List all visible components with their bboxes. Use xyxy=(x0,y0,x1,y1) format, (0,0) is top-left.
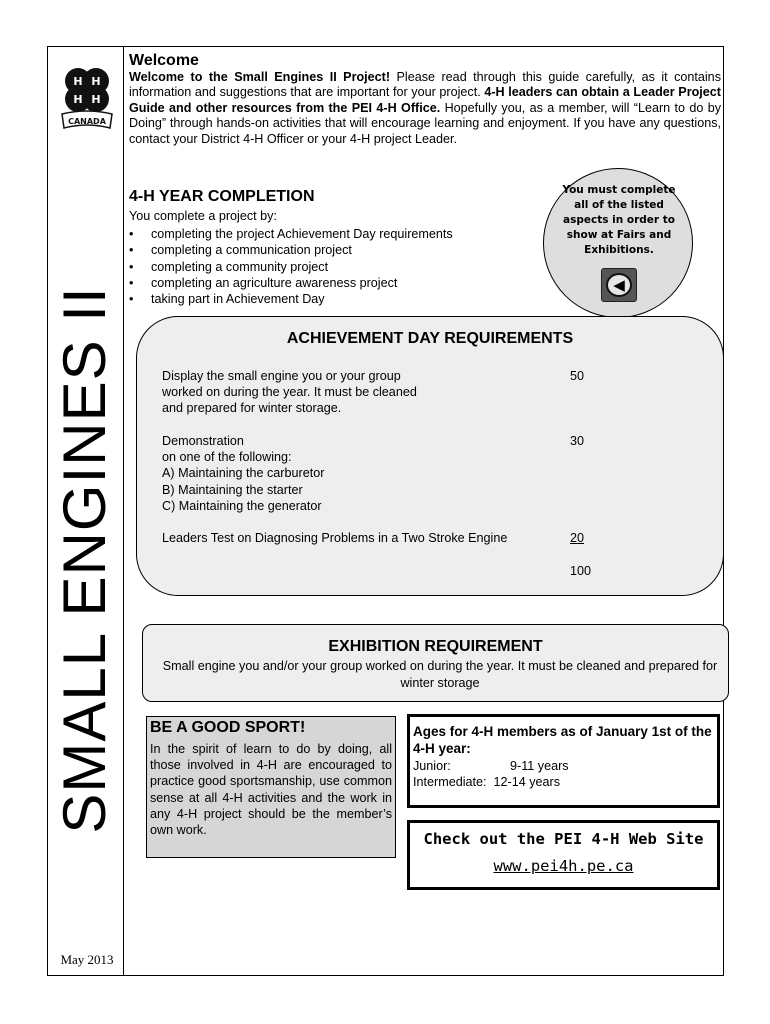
ages-intermediate-label: Intermediate: xyxy=(413,775,487,789)
completion-list xyxy=(129,226,453,307)
sport-text: In the spirit of learn to do by doing, all those involved in 4-H are encouraged to practice good sportsmanship, use common sense at all 4-H activities and the work in any 4-H project should be the member’s own work. xyxy=(150,742,392,838)
ages-intermediate-value: 12-14 years xyxy=(493,775,561,789)
date-footer: May 2013 xyxy=(60,952,114,967)
ages-heading: Ages for 4-H members as of January 1st of the 4-H year: xyxy=(413,724,712,756)
requirement-line: Leaders Test on Diagnosing Problems in a Two Stroke Engine xyxy=(162,531,508,545)
svg-text:H: H xyxy=(91,93,101,106)
requirement-demonstration xyxy=(162,433,324,514)
ages-junior-label: Junior: xyxy=(413,759,451,773)
requirement-line: A) Maintaining the carburetor xyxy=(162,466,325,481)
svg-text:CANADA: CANADA xyxy=(68,117,106,126)
requirement-line: B) Maintaining the starter xyxy=(162,482,303,497)
ages-intermediate-row xyxy=(413,774,560,790)
requirement-total: 100 xyxy=(570,564,592,578)
notice-text: You must complete all of the listed aspects in order to show at Fairs and Exhibitions. xyxy=(562,184,676,256)
website-link[interactable]: www.pei4h.pe.ca xyxy=(493,857,634,875)
svg-text:H: H xyxy=(73,75,83,88)
exhibition-text: Small engine you and/or your group worked on during the year. It must be cleaned and prepared for winter storage xyxy=(162,659,718,690)
list-item: • taking part in Achievement Day xyxy=(129,291,453,307)
welcome-lead: Welcome to the Small Engines II Project! xyxy=(129,70,391,84)
requirement-display xyxy=(162,368,417,417)
website-heading: Check out the PEI 4-H Web Site xyxy=(423,830,704,848)
sidebar-divider xyxy=(123,46,124,976)
ages-junior-row xyxy=(413,758,569,774)
list-item: • completing a community project xyxy=(129,259,453,275)
arrow-left-icon: ◀ xyxy=(606,273,632,297)
requirement-points: 30 xyxy=(570,434,585,448)
list-item: • completing a communication project xyxy=(129,242,453,258)
sport-heading: BE A GOOD SPORT! xyxy=(150,719,306,736)
welcome-text-2: Hopefully you, as a member, will “Learn to do by Doing” through hands-on activities that will encourage learning and enjoyment. If you have any questions, contact your District 4-H Officer or your 4-H project Leader. xyxy=(129,100,722,146)
list-item: • completing the project Achievement Day requirements xyxy=(129,226,453,242)
exhibition-heading: EXHIBITION REQUIREMENT xyxy=(328,638,543,655)
requirement-points: 20 xyxy=(570,531,585,545)
leader-guide-note: 4-H leaders can obtain a Leader Project Guide and other resources from the PEI 4-H Office. xyxy=(129,85,721,115)
requirement-line: worked on during the year. It must be cleaned xyxy=(162,385,417,400)
completion-intro: You complete a project by: xyxy=(129,209,277,223)
four-h-clover-logo xyxy=(56,64,118,140)
requirement-test xyxy=(162,530,507,546)
list-item: • completing an agriculture awareness project xyxy=(129,275,453,291)
completion-heading: 4-H YEAR COMPLETION xyxy=(129,188,315,205)
arrow-left-button[interactable] xyxy=(601,268,637,302)
requirement-line: C) Maintaining the generator xyxy=(162,498,322,513)
welcome-text-1: Please read through this guide carefully, as it contains information and suggestions that are important for your project. xyxy=(129,70,721,100)
requirement-line: Demonstration xyxy=(162,434,244,448)
requirement-line: on one of the following: xyxy=(162,450,292,465)
requirement-points: 50 xyxy=(570,369,585,383)
svg-text:H: H xyxy=(91,75,101,88)
welcome-heading: Welcome xyxy=(129,52,199,69)
requirement-line: and prepared for winter storage. xyxy=(162,401,342,416)
ages-junior-value: 9-11 years xyxy=(510,759,569,773)
svg-text:H: H xyxy=(73,93,83,106)
requirement-line: Display the small engine you or your group xyxy=(162,369,401,383)
welcome-body xyxy=(129,70,721,147)
sidebar-title: SMALL ENGINES II xyxy=(51,286,118,834)
achievement-heading: ACHIEVEMENT DAY REQUIREMENTS xyxy=(286,330,574,347)
